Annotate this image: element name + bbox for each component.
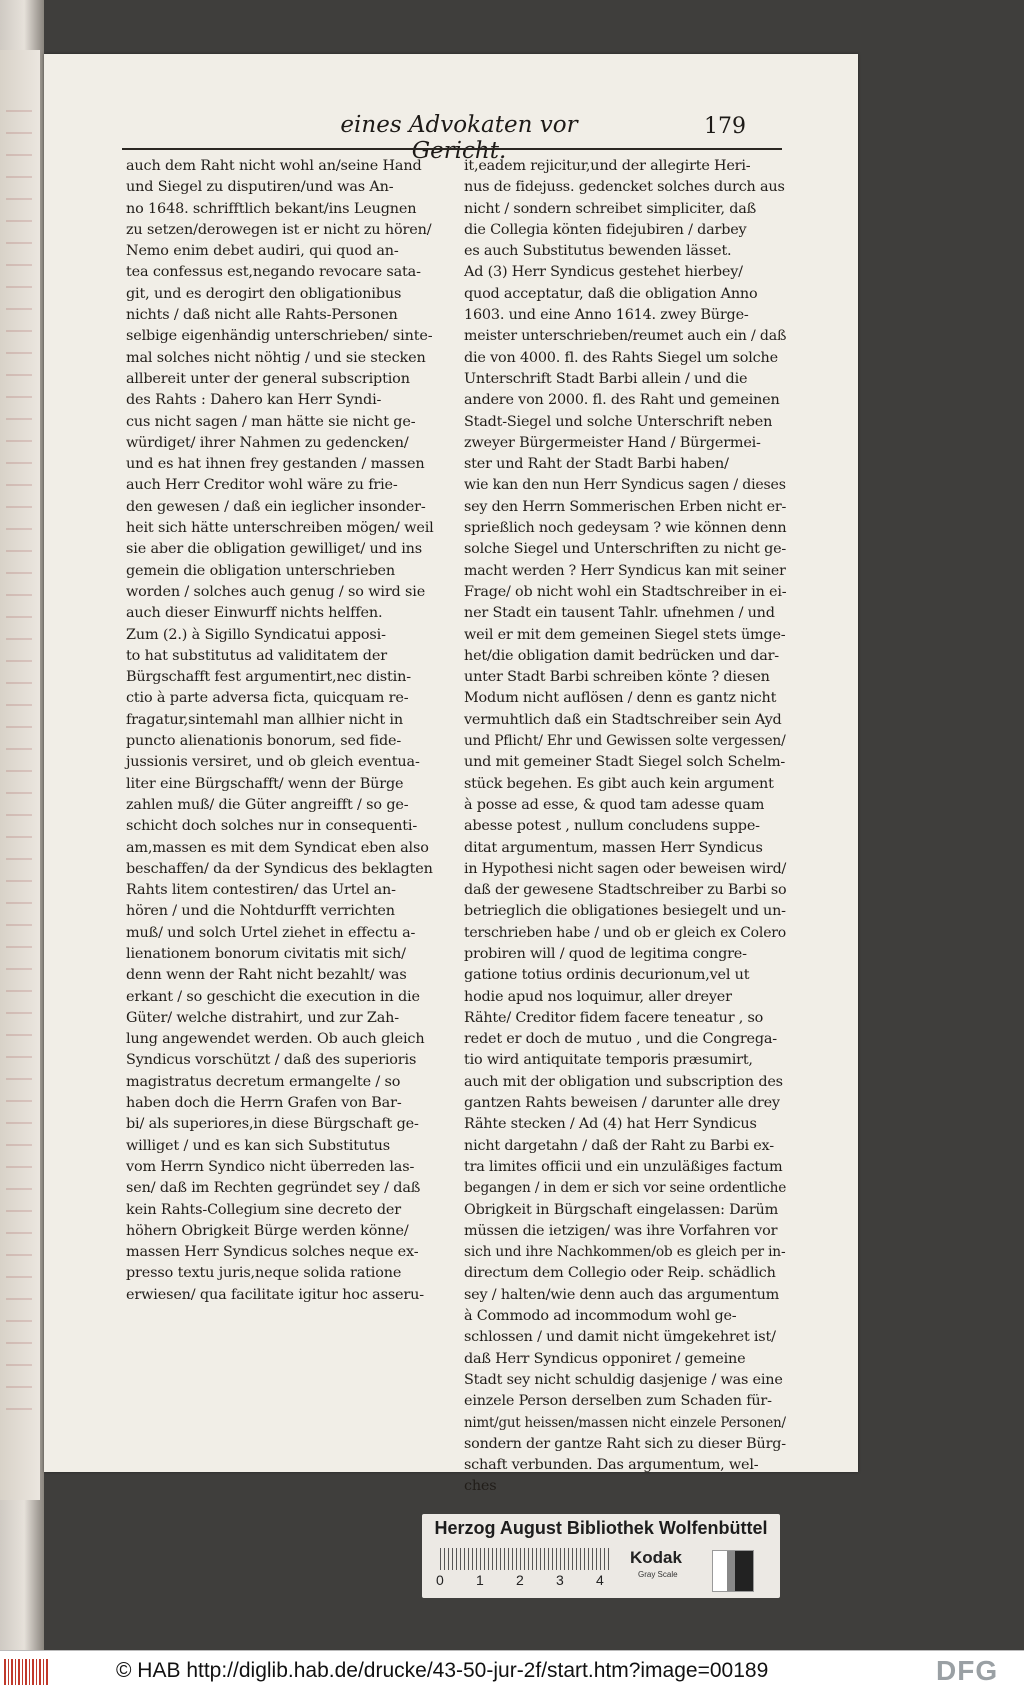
barcode-icon [4, 1659, 48, 1685]
ruler-scale [440, 1548, 610, 1570]
text-line: gantzen Rahts beweisen / darunter alle drey [464, 1095, 780, 1112]
text-line: Modum nicht auflösen / denn es gantz nicht [464, 690, 777, 707]
text-line: gatione totius ordinis decurionum,vel ut [464, 967, 750, 984]
text-line: haben doch die Herrn Grafen von Bar- [126, 1095, 402, 1112]
text-line: nicht / sondern schreibet simpliciter, daß [464, 200, 757, 217]
text-line: probiren will / quod de legitima congre- [464, 945, 747, 962]
text-line: auch mit der obligation und subscription des [464, 1073, 783, 1090]
text-line: sey / halten/wie denn auch das argumentum [464, 1286, 780, 1303]
text-line: denn wenn der Raht nicht bezahlt/ was [126, 967, 407, 984]
text-line: git, und es derogirt den obligationibus [126, 285, 402, 302]
text-line: gemein die obligation unterschrieben [126, 562, 396, 579]
text-line: muß/ und solch Urtel ziehet in effectu a- [126, 924, 416, 941]
text-line: zweyer Bürgermeister Hand / Bürgermei- [464, 434, 761, 451]
text-line: redet er doch de mutuo , und die Congrega- [464, 1031, 777, 1048]
text-line: tio wird antiquitate temporis præsumirt, [464, 1052, 753, 1069]
text-line: vom Herrn Syndico nicht überreden las- [126, 1158, 415, 1175]
text-line: it,eadem rejicitur,und der allegirte Heri- [464, 158, 751, 174]
text-line: höhern Obrigkeit Bürge werden könne/ [126, 1222, 409, 1239]
text-line: begangen / in dem er sich vor seine ordentliche [464, 1180, 787, 1197]
text-line: Obrigkeit in Bürgschaft eingelassen: Darüm [464, 1201, 779, 1218]
text-line: no 1648. schrifftlich bekant/ins Leugnen [126, 200, 417, 217]
text-line: nimt/gut heissen/massen nicht einzele Personen/ [464, 1414, 786, 1431]
text-line: unter Stadt Barbi schreiben könte ? diesen [464, 669, 770, 686]
adjacent-page-edge [0, 50, 40, 1500]
text-line: andere von 2000. fl. des Raht und gemeinen [464, 392, 780, 409]
text-line: tea confessus est,negando revocare sata- [126, 264, 421, 281]
text-line: meister unterschrieben/reumet auch ein / daß [464, 328, 787, 345]
footer-bar [0, 1650, 1024, 1691]
text-line: Rahts litem contestiren/ das Urtel an- [126, 882, 396, 899]
text-line: directum dem Collegio oder Reip. schädlich [464, 1265, 776, 1282]
text-line: lung angewendet werden. Ob auch gleich [126, 1031, 425, 1048]
text-line: cus nicht sagen / man hätte sie nicht ge- [126, 413, 416, 430]
text-line: Syndicus vorschützt / daß des superioris [126, 1052, 417, 1069]
text-line: weil er mit dem gemeinen Siegel stets ümge- [464, 626, 786, 643]
ruler-number: 1 [476, 1572, 484, 1588]
text-line: am,massen es mit dem Syndicat eben also [126, 839, 429, 856]
adjacent-page-ruling [6, 110, 32, 1410]
text-line: macht werden ? Herr Syndicus kan mit seiner [464, 562, 786, 579]
text-line: würdiget/ ihrer Nahmen zu gedencken/ [126, 434, 409, 451]
text-line: sondern der gantze Raht sich zu dieser Bürg- [464, 1435, 786, 1452]
text-line: worden / solches auch genug / so wird sie [126, 583, 426, 600]
text-line: bi/ als superiores,in diese Bürgschaft ge- [126, 1116, 419, 1133]
header-rule [122, 148, 782, 150]
text-line: ditat argumentum, massen Herr Syndicus [464, 839, 763, 856]
running-head: eines Advokaten vor Gericht. [340, 112, 578, 164]
text-line: Stadt sey nicht schuldig dasjenige / was eine [464, 1371, 783, 1388]
kodak-logo: Kodak [630, 1548, 682, 1567]
text-line: Frage/ ob nicht wohl ein Stadtschreiber in ei- [464, 583, 787, 600]
text-line: puncto alienationis bonorum, sed fide- [126, 733, 402, 750]
text-line: à posse ad esse, & quod tam adesse quam [464, 796, 765, 813]
book-page [44, 54, 858, 1495]
text-line: heit sich hätte unterschreiben mögen/ weil [126, 520, 434, 537]
text-line: es auch Substitutus bewenden lässet. [464, 243, 732, 260]
library-color-scale-label [422, 1514, 780, 1598]
ruler-number: 0 [436, 1572, 444, 1588]
text-line: auch dem Raht nicht wohl an/seine Hand [126, 158, 422, 174]
text-line: jussionis versiret, und ob gleich eventua- [126, 754, 420, 771]
text-line: daß der gewesene Stadtschreiber zu Barbi so [464, 882, 787, 899]
text-line: erwiesen/ qua facilitate igitur hoc asseru- [126, 1286, 424, 1303]
left-text-column [126, 156, 436, 1306]
text-line: vermuhtlich daß ein Stadtschreiber sein Ayd [464, 711, 782, 728]
text-line: daß Herr Syndicus opponiret / gemeine [464, 1350, 746, 1367]
text-line: 1603. und eine Anno 1614. zwey Bürge- [464, 307, 749, 324]
text-line: ches [464, 1478, 497, 1495]
text-line: liter eine Bürgschafft/ wenn der Bürge [126, 775, 404, 792]
text-line: nus de fidejuss. gedencket solches durch aus [464, 179, 785, 196]
text-line: nichts / daß nicht alle Rahts-Personen [126, 307, 398, 324]
text-line: sie aber die obligation gewilliget/ und ins [126, 541, 423, 558]
text-line: Rähte stecken / Ad (4) hat Herr Syndicus [464, 1116, 757, 1133]
text-line: hodie apud nos loquimur, aller dreyer [464, 988, 732, 1005]
text-line: erkant / so geschicht die execution in die [126, 988, 420, 1005]
text-line: betrieglich die obligationes besiegelt und un- [464, 903, 786, 920]
text-line: allbereit unter der general subscription [126, 370, 410, 387]
text-line: Ad (3) Herr Syndicus gestehet hierbey/ [464, 264, 743, 281]
text-line: massen Herr Syndicus solches neque ex- [126, 1244, 419, 1261]
text-line: auch Herr Creditor wohl wäre zu frie- [126, 477, 398, 494]
text-line: Zum (2.) à Sigillo Syndicatui apposi- [126, 626, 386, 643]
text-line: mal solches nicht nöhtig / und sie stecken [126, 349, 426, 366]
text-line: und Siegel zu disputiren/und was An- [126, 179, 394, 196]
text-line: sprießlich noch gedeysam ? wie können denn [464, 520, 787, 537]
text-line: zu setzen/derowegen ist er nicht zu hören/ [126, 221, 432, 238]
text-line: beschaffen/ da der Syndicus des beklagten [126, 860, 433, 877]
text-line: ster und Raht der Stadt Barbi haben/ [464, 456, 729, 473]
text-line: à Commodo ad incommodum wohl ge- [464, 1308, 737, 1325]
text-line: sen/ daß im Rechten gegründet sey / daß [126, 1180, 421, 1197]
text-line: schicht doch solches nur in consequenti- [126, 818, 418, 835]
text-line: kein Rahts-Collegium sine decreto der [126, 1201, 402, 1218]
text-line: Stadt-Siegel und solche Unterschrift neben [464, 413, 773, 430]
text-line: sich und ihre Nachkommen/ob es gleich per in- [464, 1244, 786, 1261]
text-line: Bürgschafft fest argumentirt,nec distin- [126, 669, 411, 686]
text-line: müssen die ietzigen/ was ihre Vorfahren vor [464, 1222, 778, 1239]
text-line: schlossen / und damit nicht ümgekehret ist/ [464, 1329, 776, 1346]
text-line: terschrieben habe / und ob er gleich ex Colero [464, 924, 787, 941]
text-line: die von 4000. fl. des Rahts Siegel um solche [464, 349, 778, 366]
text-line: auch dieser Einwurff nichts helffen. [126, 605, 383, 622]
text-line: und es hat ihnen frey gestanden / massen [126, 456, 425, 473]
text-line: magistratus decretum ermangelte / so [126, 1073, 401, 1090]
text-line: schaft verbunden. Das argumentum, wel- [464, 1457, 759, 1474]
text-line: Unterschrift Stadt Barbi allein / und die [464, 370, 748, 387]
library-name: Herzog August Bibliothek Wolfenbüttel [434, 1518, 768, 1538]
gray-scale-swatch [712, 1550, 754, 1592]
copyright-link[interactable]: © HAB http://diglib.hab.de/drucke/43-50-jur-2f/start.htm?image=00189 [116, 1659, 769, 1682]
text-line: wie kan den nun Herr Syndicus sagen / dieses [464, 477, 786, 494]
page-number: 179 [704, 114, 746, 139]
text-line: die Collegia könten fidejubiren / darbey [464, 221, 747, 238]
text-line: stück begehen. Es gibt auch kein argument [464, 775, 774, 792]
text-line: presso textu juris,neque solida ratione [126, 1265, 402, 1282]
text-line: nicht dargetahn / daß der Raht zu Barbi ex- [464, 1137, 774, 1154]
text-line: des Rahts : Dahero kan Herr Syndi- [126, 392, 382, 409]
text-line: lienationem bonorum civitatis mit sich/ [126, 945, 406, 962]
text-line: in Hypothesi nicht sagen oder beweisen wird/ [464, 860, 787, 877]
text-line: hören / und die Nohtdurfft verrichten [126, 903, 395, 920]
ruler-number: 3 [556, 1572, 564, 1588]
text-line: zahlen muß/ die Güter angreifft / so ge- [126, 796, 409, 813]
text-line: und mit gemeiner Stadt Siegel solch Schelm- [464, 754, 786, 771]
text-line: Rähte/ Creditor fidem facere teneatur , so [464, 1009, 764, 1026]
text-line: den gewesen / daß ein ieglicher insonder- [126, 498, 426, 515]
text-line: ner Stadt ein tausent Tahlr. ufnehmen / und [464, 605, 775, 622]
right-text-column [464, 156, 786, 1498]
ruler-number: 4 [596, 1572, 604, 1588]
text-line: selbige eigenhändig unterschrieben/ sinte- [126, 328, 433, 345]
text-line: het/die obligation damit bedrücken und dar- [464, 647, 779, 664]
text-line: Nemo enim debet audiri, qui quod an- [126, 243, 399, 260]
text-line: und Pflicht/ Ehr und Gewissen solte vergessen/ [464, 733, 786, 750]
ruler-numbers [436, 1572, 616, 1592]
text-line: quod acceptatur, daß die obligation Anno [464, 285, 758, 302]
dfg-logo: DFG [936, 1655, 999, 1686]
text-line: einzele Person derselben zum Schaden für- [464, 1393, 772, 1410]
gray-scale-caption: Gray Scale [638, 1570, 678, 1579]
text-line: fragatur,sintemahl man allhier nicht in [126, 711, 403, 728]
text-line: abesse potest , nullum concludens suppe- [464, 818, 760, 835]
text-line: solche Siegel und Unterschriften zu nicht ge- [464, 541, 787, 558]
text-line: to hat substitutus ad validitatem der [126, 647, 387, 664]
text-line: williget / und es kan sich Substitutus [126, 1137, 390, 1154]
text-line: tra limites officii und ein unzuläßiges factum [464, 1158, 783, 1175]
text-line: Güter/ welche distrahirt, und zur Zah- [126, 1009, 399, 1026]
text-line: sey den Herrn Sommerischen Erben nicht er- [464, 498, 787, 515]
text-line: ctio à parte adversa ficta, quicquam re- [126, 690, 409, 707]
ruler-number: 2 [516, 1572, 524, 1588]
